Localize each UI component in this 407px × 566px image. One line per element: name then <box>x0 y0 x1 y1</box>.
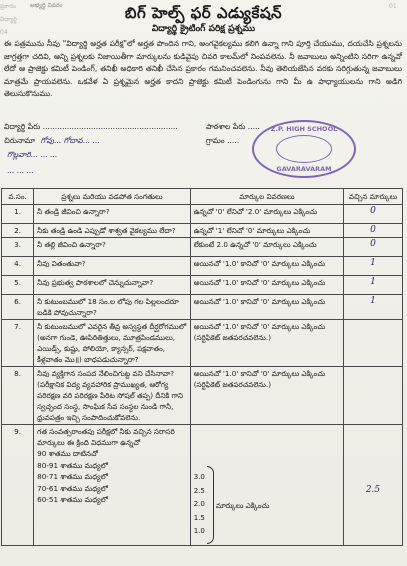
marks-scale-group <box>194 466 340 544</box>
table-row <box>2 367 403 425</box>
row-question: నీవు వ్యక్తిగాన సంపద నేలించిగుట్ట వని చేసినావా? (పరీక్షానిక విద్య వ్యవహారిక ప్రాముఖ్యత, ఆరోగ్య పరిరక్షణ వరి పరిరక్షణ పేరిట సోషల్ తప్ప) దీనికి గాని స్వచ్ఛంద సంస్థ, సాంఘిక సేవ సంస్థల నుండి గానీ, ధ్రువపత్రం ఇచ్చి సంపాదించుకోవలెను. <box>34 367 191 425</box>
scale-value: 1.0 <box>193 527 205 536</box>
row-score[interactable]: 0 <box>344 224 403 238</box>
row-score[interactable]: 0 <box>344 238 403 257</box>
row-serial: 4. <box>2 257 34 276</box>
district-handwritten: ... ... ... <box>7 166 34 175</box>
address-field <box>4 136 100 147</box>
grade-bands <box>37 448 187 506</box>
row-question: నీవు వితంతువా? <box>34 257 191 276</box>
row-score[interactable]: 1 <box>344 257 403 276</box>
table-row <box>2 205 403 224</box>
header-marks-obtained: వచ్చిన మార్కులు <box>344 189 403 205</box>
bleed-fragment: 01 <box>389 3 397 10</box>
bleed-fragment: 04 <box>0 29 8 36</box>
bleed-fragment: విద్యార్థి <box>0 16 17 23</box>
row-question: నీకు తండ్రి ఉండి ఎప్పుడో శాశ్వత వైకల్యము లేదా? <box>34 224 191 238</box>
row-question-with-grades <box>34 425 191 546</box>
row-marks-rule: లేకుంటే 2.0 ఉన్నచో '0' మార్కులు ఎక్కించు <box>190 238 343 257</box>
table-row <box>2 295 403 320</box>
row-serial: 7. <box>2 320 34 367</box>
header-serial: వ.సం. <box>2 189 34 205</box>
school-name-field: పాఠశాల పేరు ..... <box>206 122 260 131</box>
header-questions: ప్రశ్నలు మరియు వడపోత సంగతులు <box>34 189 191 205</box>
row-serial: 6. <box>2 295 34 320</box>
mandal-field <box>4 150 57 161</box>
row-score[interactable]: 1 <box>344 276 403 295</box>
row-marks-rule: ఉన్నచో '1' లేనిచో '0' మార్కులు ఎక్కించు <box>190 224 343 238</box>
district-field <box>4 166 34 175</box>
row-score[interactable]: 2.5 <box>344 425 403 546</box>
scale-value: 2.5 <box>193 486 205 495</box>
stamp-place-name: GAVARAVARAM <box>276 165 332 173</box>
row-question: నీ కుటుంబములో ఎవరైన తీవ్ర అస్వస్థత దీర్ఘరోగములో (అనగా గుండె, ఊపిరితిత్తులు, మూత్రపిండములు, ఎయిడ్స్, కుష్టు, పోలియో, క్యాన్సర్, పక్షవాతం, కీళ్లవాతం మొ॥) బాధపడుచున్నారా? <box>34 320 191 367</box>
row-serial: 5. <box>2 276 34 295</box>
grade-band: 80-71 శాతము మధ్యలో <box>37 472 108 482</box>
header-marks-explanation: మార్కుల వివరణలు <box>190 189 343 205</box>
row-marks-rule: అయినచో '1.0' కానిచో '0' మార్కులు ఎక్కించు (సర్టిఫికెట్ జతపరచవలెను.) <box>190 320 343 367</box>
grade-band: 90 శాతము దాటినచో <box>37 449 98 458</box>
address-label: చిరునామా <box>4 136 36 145</box>
table-header-row <box>2 189 403 205</box>
row-marks-rule: మార్కులు ఎక్కించు <box>215 500 270 510</box>
form-subtitle: విద్యార్థి క్రైటింగ్ పరిక్ష ప్రశ్నము <box>151 24 256 34</box>
scale-value: 3.0 <box>193 473 205 482</box>
row-question: నీవు ప్రభుత్వ పాఠశాలలో చెన్నుచున్నావా? <box>34 276 191 295</box>
stamp-inner-ring <box>276 135 332 163</box>
questions-table <box>1 188 403 546</box>
instructions-paragraph: ఈ పత్రమును నీవు "విద్యార్థి అర్హత పరీక్ష"లో అర్హత పొందిన గాని, అంగవైకల్యము కలిగి ఉన్నా గాని పూర్తి చేయుము, దయచేసి ప్రశ్నలను జాగ్రత్తగా చదివి, ఆన్ని ప్రశ్నలకు నిజాయితీగా మార్కులను కుడివైపు చివరి కాలమ్‌లో నింపవలెను. నీ జవాబులు అన్నింటిని సరిగా ఉన్నవో లేదో ఆ ప్రాజెక్టు కమిటీ పెండింగ్, తనిఖీ అధికారి తనిఖీ చేసిన ప్రకారం గమనించవలెను. నీవు తెలియజేసిన వరకు సరిగ్గుతున్న జవాబులు మాత్రమే ప్రాయవలెను. ఒకవేళ ఏ ప్రశ్నమైన అర్హత కాదని ప్రాజెక్టు కమిటీ పెండింగును గాని మీ ఉ పాధ్యాయులను గాని అడిగి తెలుసుకొనుము. <box>4 39 402 98</box>
row-serial: 8. <box>2 367 34 425</box>
marks-scale <box>194 471 205 539</box>
row-marks-rule: అయినచో '1.0' కానిచో '0' మార్కులు ఎక్కించు (సర్టిఫికెట్ జతపరచవలెను.) <box>190 367 343 425</box>
ghost-header-fragment: అభ్యర్థి వివరం <box>30 2 63 9</box>
row-score[interactable]: 1 <box>344 295 403 320</box>
grade-band: 60-51 శాతము మధ్యలో <box>37 495 108 505</box>
row-question: నీ తండ్రి జీవించి ఉన్నారా? <box>34 205 191 224</box>
row-question: నీ కుటుంబములో 18 సం.ల లోపు గల పిల్లలందరూ బడికి పోవుచున్నారా? <box>34 295 191 320</box>
curly-brace <box>207 466 214 544</box>
student-name-field: విద్యార్థి పేరు ........................................................ <box>4 122 178 131</box>
stamp-school-name: Z.P. HIGH SCHOOL <box>270 125 338 133</box>
row-marks-rule: అయినచో '1.0' కానిచో '0' మార్కులు ఎక్కించు <box>190 257 343 276</box>
mandal-handwritten: గొల్లవారి... ... ... <box>7 150 58 159</box>
student-name-label: విద్యార్థి పేరు <box>4 122 41 131</box>
form-title: బిగ్ హెల్ప్ ఫర్ ఎడ్యుకేషన్ <box>124 4 283 22</box>
row-score[interactable]: 0 <box>344 205 403 224</box>
table-row <box>2 238 403 257</box>
row-question: నీ తల్లి జీవించి ఉన్నారా? <box>34 238 191 257</box>
scale-value: 1.5 <box>193 513 205 522</box>
row-question: గత సంవత్సరాంతపు పరీక్షలో నీకు వచ్చిన సరాసరి మార్కులు ఈ క్రింది విధముగా ఉన్నచో <box>37 427 175 447</box>
table-row <box>2 224 403 238</box>
scale-value: 2.0 <box>193 500 205 509</box>
row-score[interactable] <box>344 320 403 367</box>
bleed-fragment: ప్రకారం <box>0 3 17 10</box>
school-rubber-stamp <box>252 120 356 178</box>
row-marks-rule: అయినచో '1.0' కానిచో '0' మార్కులు ఎక్కించు <box>190 276 343 295</box>
table-row <box>2 425 403 546</box>
row-serial: 1. <box>2 205 34 224</box>
row-serial: 9. <box>2 425 34 546</box>
table-row <box>2 257 403 276</box>
row-serial: 2. <box>2 224 34 238</box>
row-marks-rule: ఉన్నచో '0' లేనిచో '2.0' మార్కులు ఎక్కించు <box>190 205 343 224</box>
table-row <box>2 276 403 295</box>
row-marks-scale <box>190 425 343 546</box>
grade-band: 80-91 శాతము మధ్యలో <box>37 460 108 470</box>
row-serial: 3. <box>2 238 34 257</box>
school-name-label: పాఠశాల పేరు <box>206 122 246 131</box>
table-row <box>2 320 403 367</box>
address-handwritten: గోవు... గోదావ... ... <box>40 136 100 145</box>
row-score[interactable] <box>344 367 403 425</box>
village-label: గ్రామం <box>206 136 225 145</box>
village-field: గ్రామం ..... <box>206 136 240 145</box>
grade-band: 70-61 శాతము మధ్యలో <box>37 483 108 493</box>
row-marks-rule: అయినచో '1.0' కానిచో '0' మార్కులు ఎక్కించు <box>190 295 343 320</box>
